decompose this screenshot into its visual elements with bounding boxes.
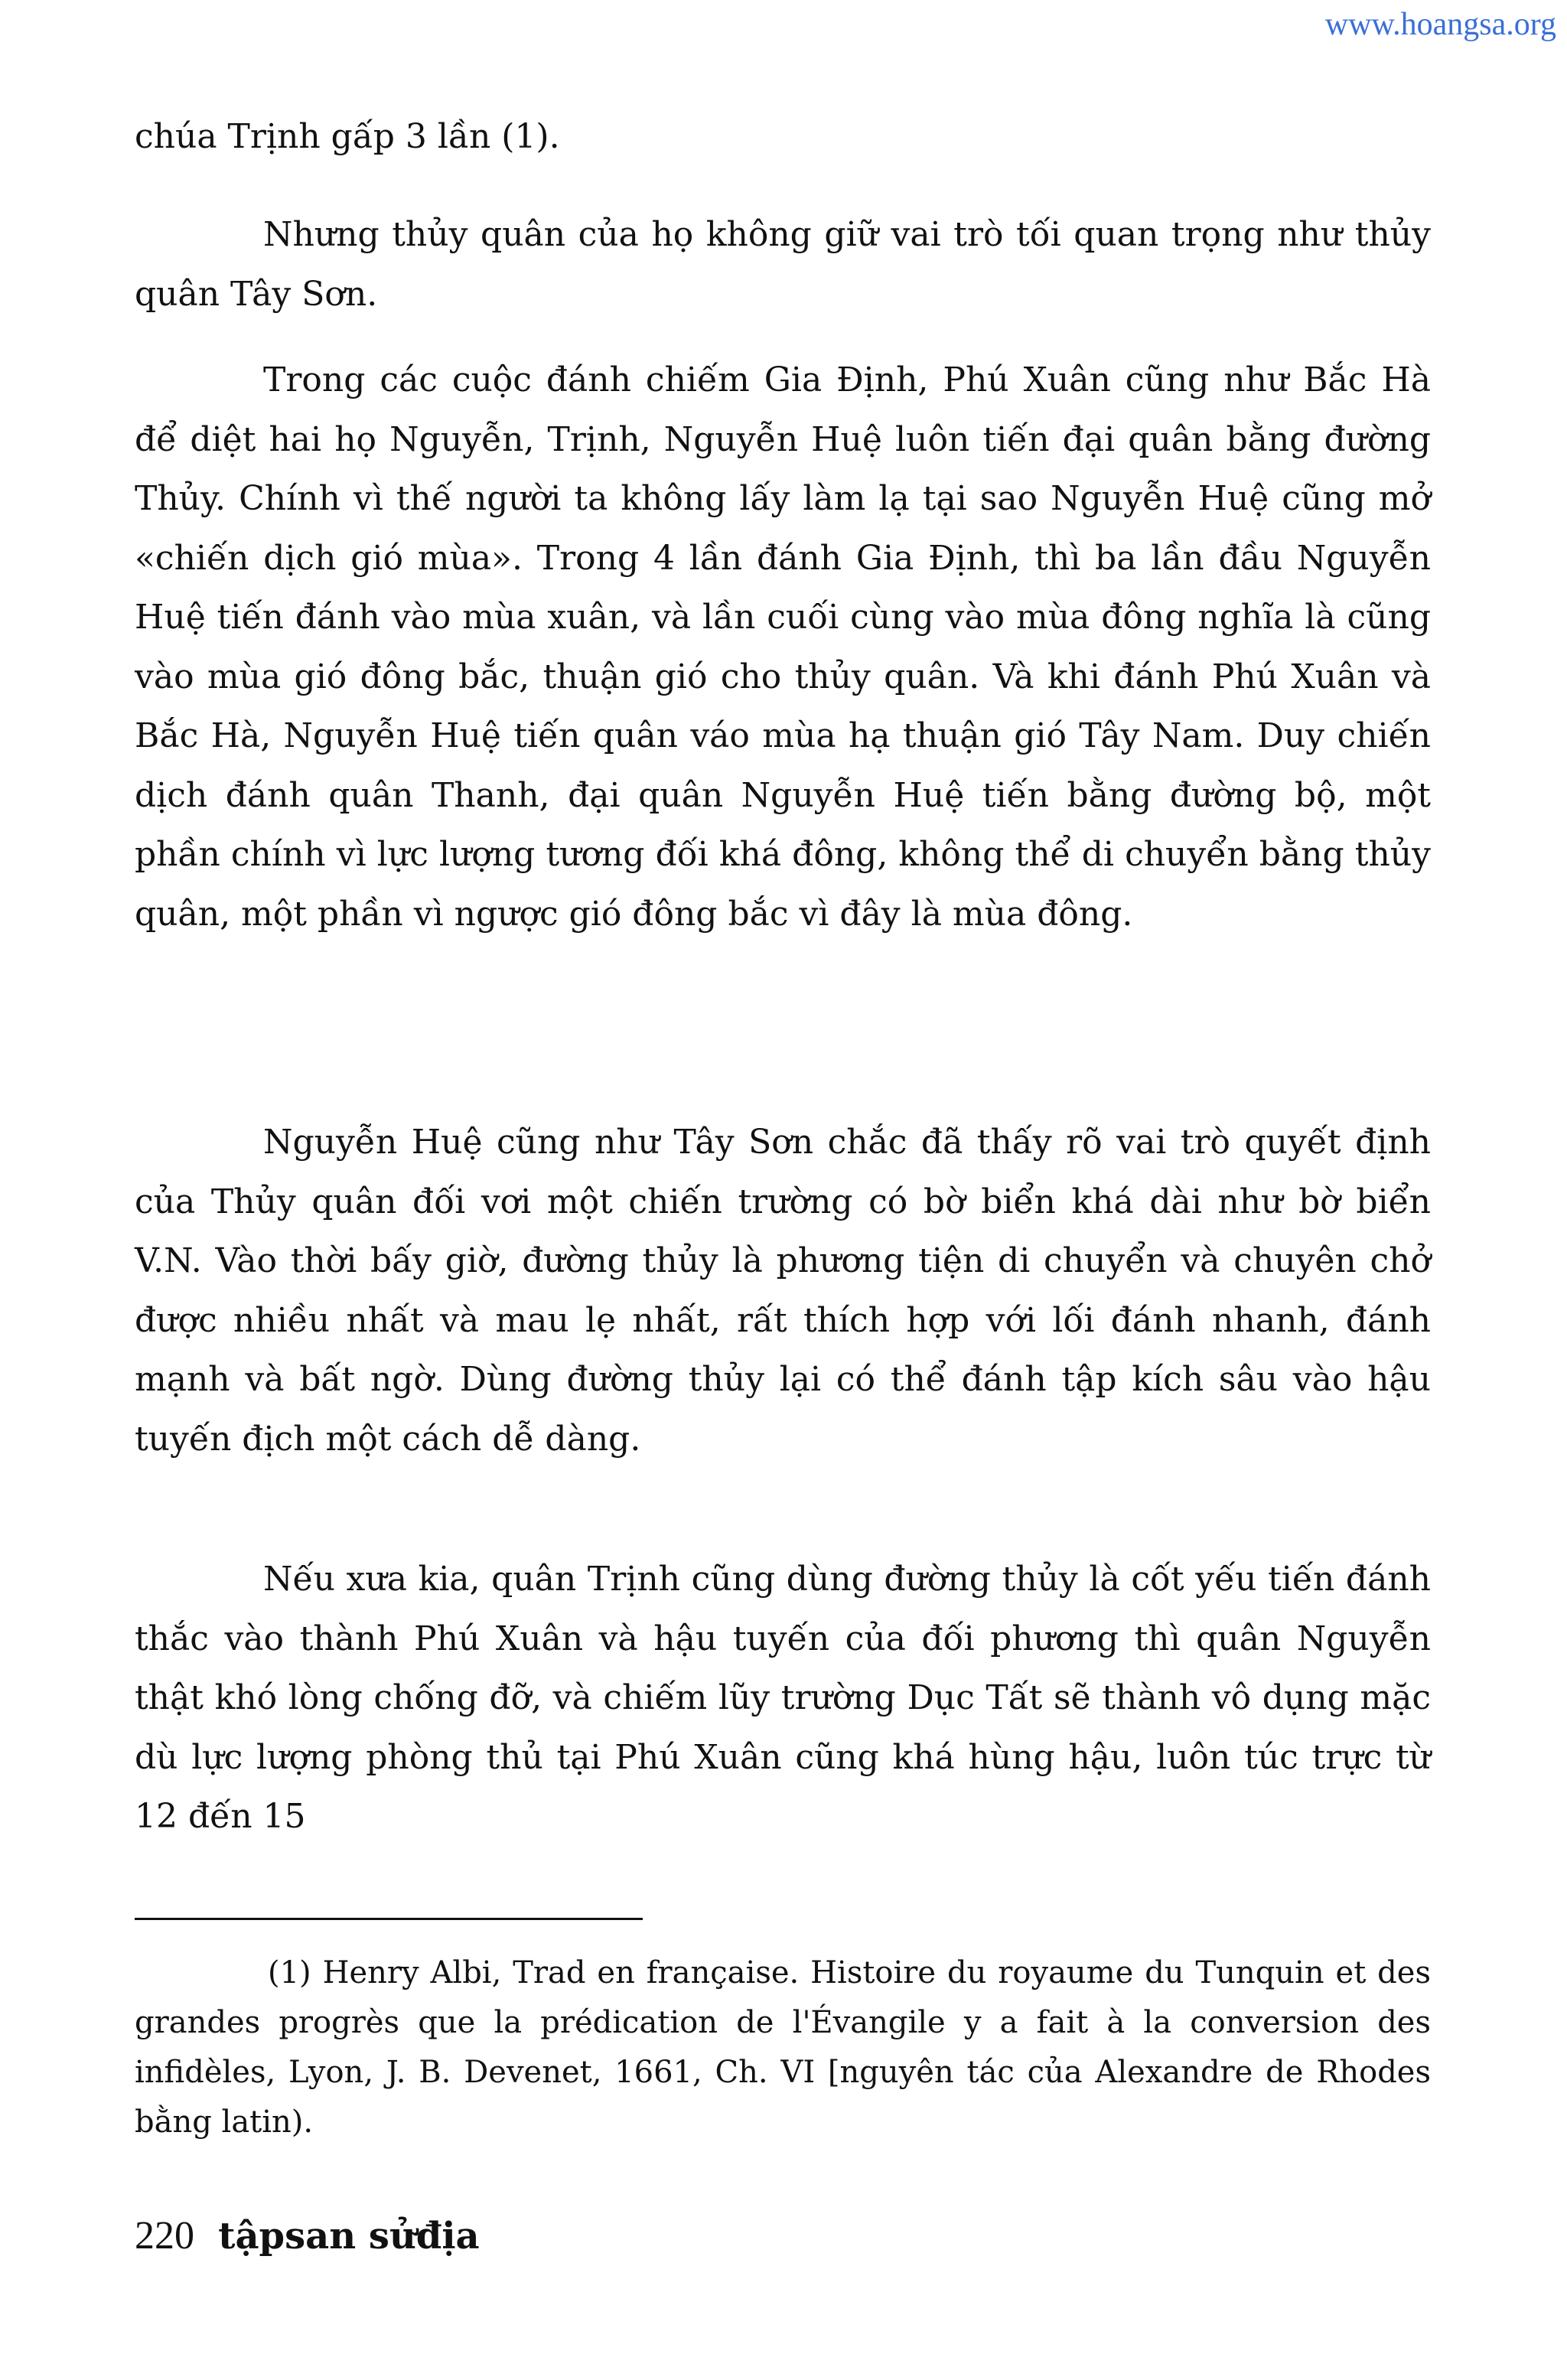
page-number: 220 xyxy=(135,2214,194,2258)
paragraph-4-text: Nếu xưa kia, quân Trịnh cũng dùng đường thủy là cốt yếu tiến đánh thắc vào thành Phú Xuân và hậu tuyến của đối phương thì quân Nguyễn thật khó lòng chống đỡ, và chiếm lũy trường Dục Tất sẽ thành vô dụng mặc dù lực lượng phòng thủ tại Phú Xuân cũng khá hùng hậu, luôn túc trực từ 12 đến 15 xyxy=(135,1560,1431,1836)
paragraph-3 xyxy=(135,1113,1431,1469)
paragraph-3-text: Nguyễn Huệ cũng như Tây Sơn chắc đã thấy rõ vai trò quyết định của Thủy quân đối vơi một chiến trường có bờ biển khá dài như bờ biển V.N. Vào thời bấy giờ, đường thủy là phương tiện di chuyển và chuyên chở được nhiều nhất và mau lẹ nhất, rất thích hợp với lối đánh nhanh, đánh mạnh và bất ngờ. Dùng đường thủy lại có thể đánh tập kích sâu vào hậu tuyến địch một cách dễ dàng. xyxy=(135,1123,1431,1459)
journal-name: tậpsan sửđịa xyxy=(218,2215,480,2258)
watermark-url[interactable]: www.hoangsa.org xyxy=(1324,7,1556,42)
paragraph-2 xyxy=(135,350,1431,944)
paragraph-1 xyxy=(135,205,1431,324)
page-footer xyxy=(135,2213,480,2259)
carryover-line: chúa Trịnh gấp 3 lần (1). xyxy=(135,117,560,156)
footnote-divider xyxy=(135,1918,643,1920)
footnote-text: (1) Henry Albi, Trad en française. Histoire du royaume du Tunquin et des grandes progrès que la prédication de l'Évangile y a fait à la conversion des infidèles, Lyon, J. B. Devenet, 1661, Ch. VI [nguyên tác của Alexandre de Rhodes bằng latin). xyxy=(135,1955,1431,2140)
paragraph-4 xyxy=(135,1550,1431,1847)
paragraph-2-text: Trong các cuộc đánh chiếm Gia Định, Phú Xuân cũng như Bắc Hà để diệt hai họ Nguyễn, Trịnh, Nguyễn Huệ luôn tiến đại quân bằng đường Thủy. Chính vì thế người ta không lấy làm lạ tại sao Nguyễn Huệ cũng mở «chiến dịch gió mùa». Trong 4 lần đánh Gia Định, thì ba lần đầu Nguyễn Huệ tiến đánh vào mùa xuân, và lần cuối cùng vào mùa đông nghĩa là cũng vào mùa gió đông bắc, thuận gió cho thủy quân. Và khi đánh Phú Xuân và Bắc Hà, Nguyễn Huệ tiến quân váo mùa hạ thuận gió Tây Nam. Duy chiến dịch đánh quân Thanh, đại quân Nguyễn Huệ tiến bằng đường bộ, một phần chính vì lực lượng tương đối khá đông, không thể di chuyển bằng thủy quân, một phần vì ngược gió đông bắc vì đây là mùa đông. xyxy=(135,360,1431,934)
footnote xyxy=(135,1948,1431,2147)
paragraph-1-text: Nhưng thủy quân của họ không giữ vai trò tối quan trọng như thủy quân Tây Sơn. xyxy=(135,215,1431,314)
